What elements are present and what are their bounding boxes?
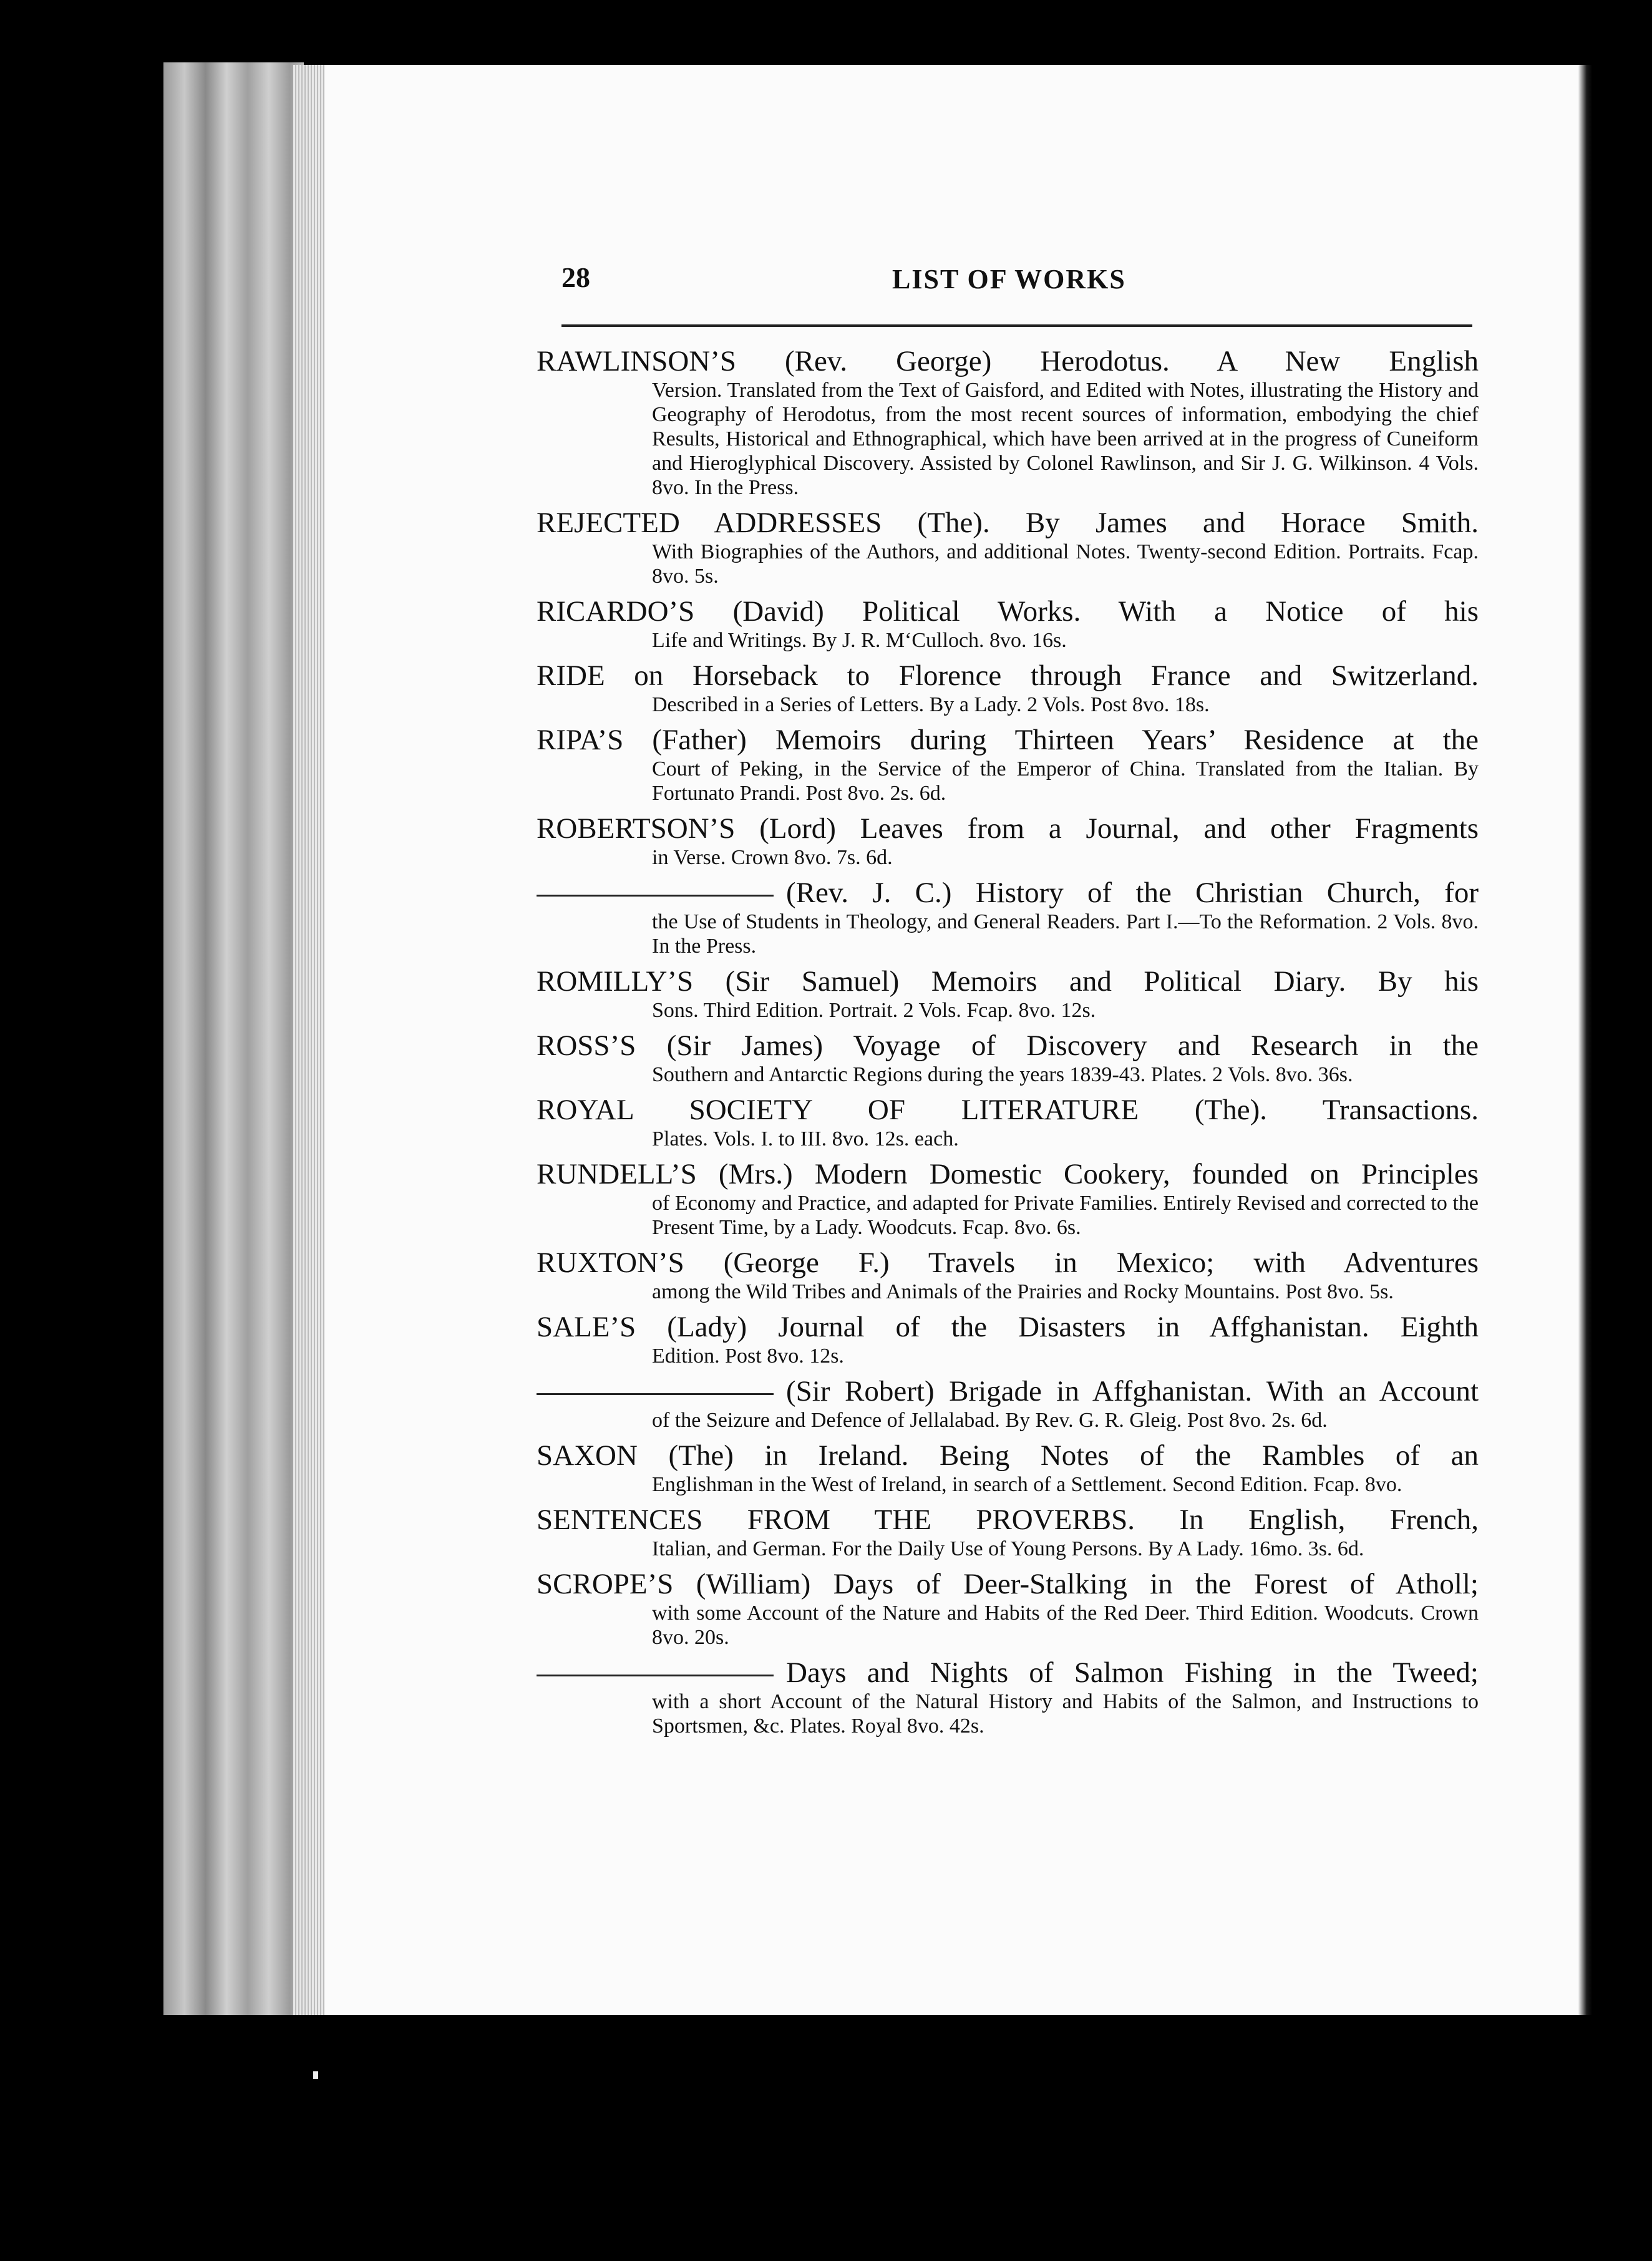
entry-description: the Use of Students in Theology, and General Readers. Part I.—To the Reformation. 2 Vols. 8vo. In the Press. xyxy=(652,910,1479,958)
entry-heading: RAWLINSON’S (Rev. George) Herodotus. A New English xyxy=(537,345,1479,377)
header-rule xyxy=(561,324,1472,327)
entry-heading: SAXON (The) in Ireland. Being Notes of the Rambles of an xyxy=(537,1439,1479,1472)
entry-description: Life and Writings. By J. R. M‘Culloch. 8vo. 16s. xyxy=(652,629,1067,652)
entry-heading: RIPA’S (Father) Memoirs during Thirteen Years’ Residence at the xyxy=(537,724,1479,756)
entry-description: with some Account of the Nature and Habits of the Red Deer. Third Edition. Woodcuts. Crown 8vo. 20s. xyxy=(652,1602,1479,1649)
entry-description: Southern and Antarctic Regions during the years 1839-43. Plates. 2 Vols. 8vo. 36s. xyxy=(652,1063,1353,1086)
entry-heading-row xyxy=(537,876,1479,910)
entry-description: in Verse. Crown 8vo. 7s. 6d. xyxy=(652,846,893,869)
entry-heading: (Rev. J. C.) History of the Christian Church, for xyxy=(786,877,1479,909)
entry-description: of Economy and Practice, and adapted for Private Families. Entirely Revised and corrected to the Present Time, by a Lady. Woodcuts. Fcap. 8vo. 6s. xyxy=(652,1192,1479,1239)
entry-description: Version. Translated from the Text of Gaisford, and Edited with Notes, illustrating the History and Geography of Herodotus, from the most recent sources of information, embodying the chief Results, Historical and Ethnographical, which have been arrived at in the progress of Cuneiform and Hieroglyphical Discovery. Assisted by Colonel Rawlinson, and Sir J. G. Wilkinson. 4 Vols. 8vo. In the Press. xyxy=(652,379,1479,499)
entry-ricardo xyxy=(537,595,1479,653)
entry-description: With Biographies of the Authors, and additional Notes. Twenty-second Edition. Portraits. Fcap. 8vo. 5s. xyxy=(652,540,1479,588)
entry-description: Court of Peking, in the Service of the Emperor of China. Translated from the Italian. By Fortunato Prandi. Post 8vo. 2s. 6d. xyxy=(652,757,1479,805)
scan-speck xyxy=(313,2071,318,2079)
entry-description: Englishman in the West of Ireland, in search of a Settlement. Second Edition. Fcap. 8vo. xyxy=(652,1473,1402,1496)
entry-heading: ROMILLY’S (Sir Samuel) Memoirs and Political Diary. By his xyxy=(537,965,1479,998)
entry-scrope-salmon xyxy=(537,1656,1479,1738)
entry-heading: RIDE on Horseback to Florence through France and Switzerland. xyxy=(537,659,1479,692)
entry-rundell xyxy=(537,1157,1479,1240)
entry-rawlinson xyxy=(537,344,1479,500)
catalogue-entries xyxy=(537,344,1479,1744)
ditto-dash xyxy=(537,1675,774,1676)
entry-heading: ROSS’S (Sir James) Voyage of Discovery and Research in the xyxy=(537,1029,1479,1062)
entry-heading: Days and Nights of Salmon Fishing in the Tweed; xyxy=(786,1656,1479,1689)
entry-robertson-lord xyxy=(537,812,1479,870)
entry-saxon xyxy=(537,1439,1479,1497)
entry-ruxton xyxy=(537,1246,1479,1304)
entry-heading: RUNDELL’S (Mrs.) Modern Domestic Cookery, founded on Principles xyxy=(537,1158,1479,1190)
page-number: 28 xyxy=(561,261,590,293)
entry-robertson-rev xyxy=(537,876,1479,958)
entry-heading: (Sir Robert) Brigade in Affghanistan. With an Account xyxy=(786,1375,1479,1408)
entry-heading: SCROPE’S (William) Days of Deer-Stalking in the Forest of Atholl; xyxy=(537,1568,1479,1600)
entry-description: Sons. Third Edition. Portrait. 2 Vols. Fcap. 8vo. 12s. xyxy=(652,999,1096,1022)
entry-description: of the Seizure and Defence of Jellalabad. By Rev. G. R. Gleig. Post 8vo. 2s. 6d. xyxy=(652,1409,1328,1432)
entry-description: Edition. Post 8vo. 12s. xyxy=(652,1344,844,1368)
book-spine xyxy=(163,62,304,2015)
entry-heading: RICARDO’S (David) Political Works. With a Notice of his xyxy=(537,595,1479,628)
entry-heading-row xyxy=(537,1656,1479,1690)
entry-sentences xyxy=(537,1503,1479,1561)
running-title: LIST OF WORKS xyxy=(892,264,1126,294)
entry-description: Described in a Series of Letters. By a Lady. 2 Vols. Post 8vo. 18s. xyxy=(652,693,1210,716)
entry-description: Italian, and German. For the Daily Use of Young Persons. By A Lady. 16mo. 3s. 6d. xyxy=(652,1537,1364,1560)
entry-sale-robert xyxy=(537,1374,1479,1432)
entry-ride xyxy=(537,659,1479,717)
entry-romilly xyxy=(537,965,1479,1023)
entry-heading: SENTENCES FROM THE PROVERBS. In English, French, xyxy=(537,1504,1479,1536)
ditto-dash xyxy=(537,1393,774,1395)
page-right-edge xyxy=(1578,65,1592,2015)
entry-ripa xyxy=(537,723,1479,805)
entry-heading: SALE’S (Lady) Journal of the Disasters in Affghanistan. Eighth xyxy=(537,1311,1479,1343)
entry-royal-society xyxy=(537,1093,1479,1151)
entry-heading: RUXTON’S (George F.) Travels in Mexico; with Adventures xyxy=(537,1247,1479,1279)
entry-heading-row xyxy=(537,1374,1479,1408)
entry-heading: ROBERTSON’S (Lord) Leaves from a Journal, and other Fragments xyxy=(537,812,1479,845)
entry-description: Plates. Vols. I. to III. 8vo. 12s. each. xyxy=(652,1127,959,1150)
entry-ross xyxy=(537,1029,1479,1087)
entry-scrope-deer xyxy=(537,1567,1479,1650)
entry-heading: ROYAL SOCIETY OF LITERATURE (The). Transactions. xyxy=(537,1094,1479,1126)
entry-sale-lady xyxy=(537,1310,1479,1368)
page-header xyxy=(561,261,1472,304)
entry-description: among the Wild Tribes and Animals of the Prairies and Rocky Mountains. Post 8vo. 5s. xyxy=(652,1280,1394,1303)
entry-heading: REJECTED ADDRESSES (The). By James and Horace Smith. xyxy=(537,507,1479,539)
ditto-dash xyxy=(537,895,774,897)
entry-description: with a short Account of the Natural History and Habits of the Salmon, and Instructions to Sportsmen, &c. Plates. Royal 8vo. 42s. xyxy=(652,1690,1479,1738)
entry-rejected-addresses xyxy=(537,506,1479,588)
